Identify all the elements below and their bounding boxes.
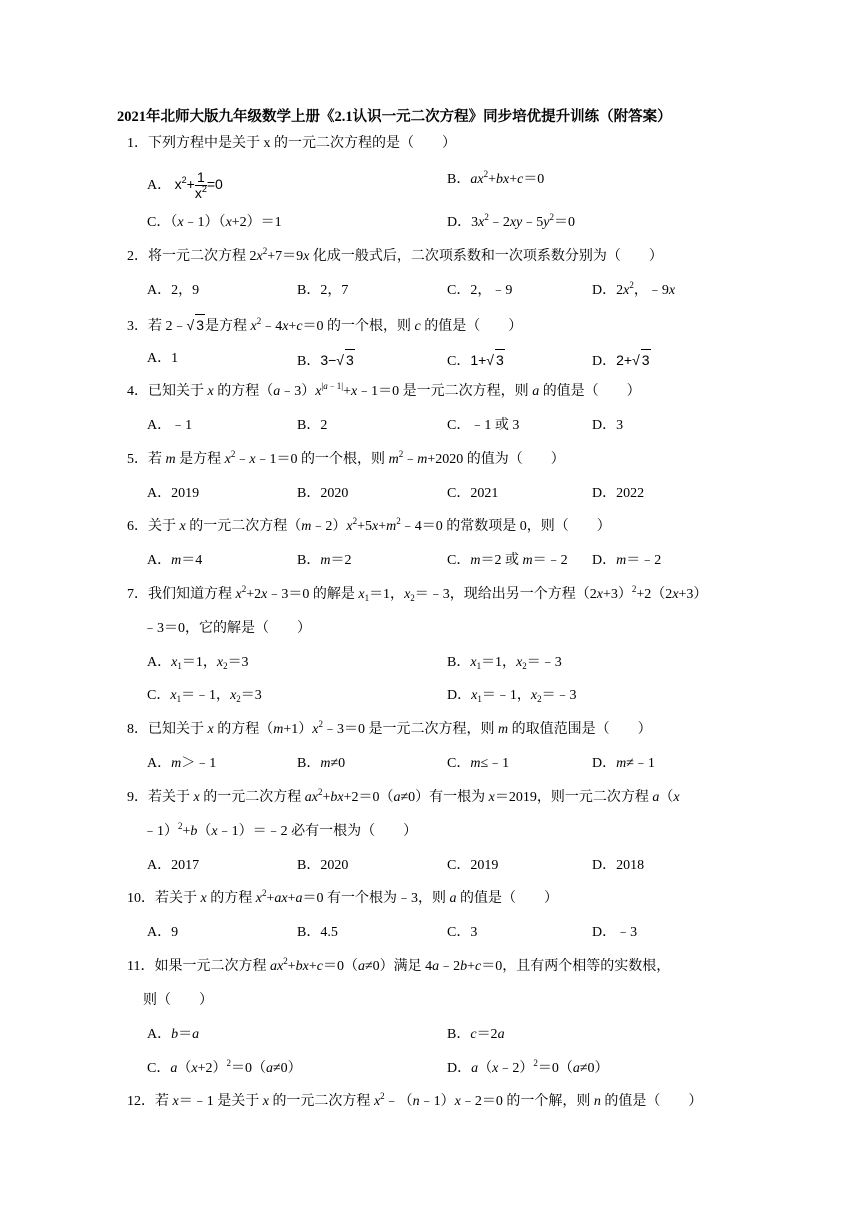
question-10-option-c: C．3 — [447, 925, 478, 940]
question-12-stem: 12．若 x＝﹣1 是关于 x 的一元二次方程 $x^2﹣(n﹣1)x﹣2=0$ 的一个解，则 n 的值是（ ） — [127, 1091, 703, 1109]
question-6-option-a: A．m＝4 — [147, 553, 203, 568]
question-9-stem-line-2: ﹣1）$^2$+b（x﹣1）＝﹣2 必有一根为（ ） — [143, 821, 418, 839]
question-5-stem: 5．若 m 是方程 $x^2﹣x﹣1=0$ 的一个根，则 $m^2﹣m+2020$ 的值为（ ） — [127, 449, 565, 467]
question-8-option-b: B．m≠0 — [297, 756, 346, 771]
question-6-option-d: D．m＝﹣2 — [592, 553, 662, 568]
question-11-option-c: C．$a(x+2)^2=0(a\ne 0)$ — [147, 1058, 302, 1076]
question-1-option-a — [147, 170, 223, 201]
question-4-option-c: C．﹣1 或 3 — [447, 418, 520, 433]
question-8-option-a: A．m＞﹣1 — [147, 756, 217, 771]
question-5-option-d: D．2022 — [592, 486, 645, 501]
question-2-option-b: B．2，7 — [297, 283, 349, 298]
question-8-stem: 8．已知关于 x 的方程$(m+1)x^2﹣3=0$ 是一元二次方程，则 m 的取值范围是（ ） — [127, 719, 652, 737]
question-9-option-c: C．2019 — [447, 858, 499, 873]
question-6-option-b: B．m＝2 — [297, 553, 352, 568]
question-11-option-a: A．b＝a — [147, 1027, 200, 1042]
question-6-option-c: C．m＝2 或 m＝﹣2 — [447, 553, 568, 568]
question-11-stem-line-1: 11．如果一元二次方程 $ax^2+bx+c=0(a\ne 0)$满足 4a﹣2b+c＝0，且有两个相等的实数根， — [127, 956, 671, 974]
option-label: A． — [147, 178, 172, 194]
formula-image: $x^2+$ $\frac{1}{x^2}$ =0 — [174, 169, 223, 201]
question-8-option-d: D．m≠﹣1 — [592, 756, 655, 771]
question-1-option-c: C．（x﹣1）（x+2）＝1 — [147, 215, 282, 230]
question-4-option-b: B．2 — [297, 418, 328, 433]
question-1-option-b: B．$ax^2+bx+c=0$ — [447, 169, 545, 187]
question-4-option-d: D．3 — [592, 418, 624, 433]
question-5-option-a: A．2019 — [147, 486, 200, 501]
question-9-stem-line-1: 9．若关于 x 的一元二次方程 $ax^2+bx+2=0(a\ne 0)$有一根为 x＝2019，则一元二次方程 a（x — [127, 787, 680, 805]
question-2-option-c: C．2，﹣9 — [447, 283, 513, 298]
question-1-option-d: D．$3x^2﹣2xy﹣5y^2=0$ — [447, 212, 575, 230]
question-4-stem: 4．已知关于 x 的方程$(a﹣3)x^{|a﹣1|}+x﹣1=0$ 是一元二次方程，则 a 的值是（ ） — [127, 381, 641, 399]
question-4-option-a: A．﹣1 — [147, 418, 193, 433]
question-7-option-b: B．$x_1=1$，$x_2=﹣3$ — [447, 655, 562, 671]
question-7-option-d: D．$x_1=﹣1$，$x_2=﹣3$ — [447, 688, 577, 704]
question-3-stem: 3．若 2﹣√ 3是方程 $x^2﹣4x+c=0$ 的一个根，则 c 的值是（ ） — [127, 316, 523, 334]
question-2-stem: 2．将一元二次方程 $2x^2+7=9x$ 化成一般式后，二次项系数和一次项系数分别为（ ） — [127, 246, 663, 264]
question-7-stem-line-2: ﹣3＝0，它的解是（ ） — [143, 621, 311, 636]
question-5-option-b: B．2020 — [297, 486, 349, 501]
question-10-option-a: A．9 — [147, 925, 179, 940]
question-3-option-d: D．2+√ 3 — [592, 349, 651, 372]
question-7-option-c: C．$x_1=﹣1$，$x_2=3$ — [147, 688, 262, 704]
question-1-stem: 1．下列方程中是关于 x 的一元二次方程的是（ ） — [127, 136, 456, 151]
question-11-stem-line-2: 则（ ） — [143, 993, 213, 1008]
question-3-option-a: A．1 — [147, 351, 179, 366]
question-3-option-b: B．3−√ 3 — [297, 349, 355, 372]
question-7-option-a: A．$x_1=1$，$x_2=3$ — [147, 655, 249, 671]
question-6-stem: 6．关于 x 的一元二次方程$(m﹣2)x^2+5x+m^2﹣4=0$ 的常数项是 0，则（ ） — [127, 516, 611, 534]
worksheet-title: 2021年北师大版九年级数学上册《2.1认识一元二次方程》同步培优提升训练（附答案） — [117, 109, 672, 125]
question-3-option-c: C．1+√ 3 — [447, 349, 505, 372]
question-8-option-c: C．m≤﹣1 — [447, 756, 510, 771]
question-2-option-d: D．$2x^2$，﹣9x — [592, 280, 676, 298]
question-9-option-a: A．2017 — [147, 858, 200, 873]
question-10-option-d: D．﹣3 — [592, 925, 638, 940]
question-9-option-b: B．2020 — [297, 858, 349, 873]
question-2-option-a: A．2，9 — [147, 283, 200, 298]
question-11-option-d: D．a（x﹣2）$^2$＝0（a≠0） — [447, 1058, 609, 1076]
question-10-option-b: B．4.5 — [297, 925, 338, 940]
question-7-stem-line-1: 7．我们知道方程 $x^2+2x﹣3=0$ 的解是 $x_1=1$，$x_2=﹣3$，现给出另一个方程$(2x+3)^2+2(2x+3)$ — [127, 584, 708, 603]
question-5-option-c: C．2021 — [447, 486, 499, 501]
question-10-stem: 10．若关于 x 的方程 $x^2+ax+a=0$ 有一个根为﹣3，则 a 的值是（ ） — [127, 888, 558, 906]
question-11-option-b: B．c＝2a — [447, 1027, 505, 1042]
question-9-option-d: D．2018 — [592, 858, 645, 873]
